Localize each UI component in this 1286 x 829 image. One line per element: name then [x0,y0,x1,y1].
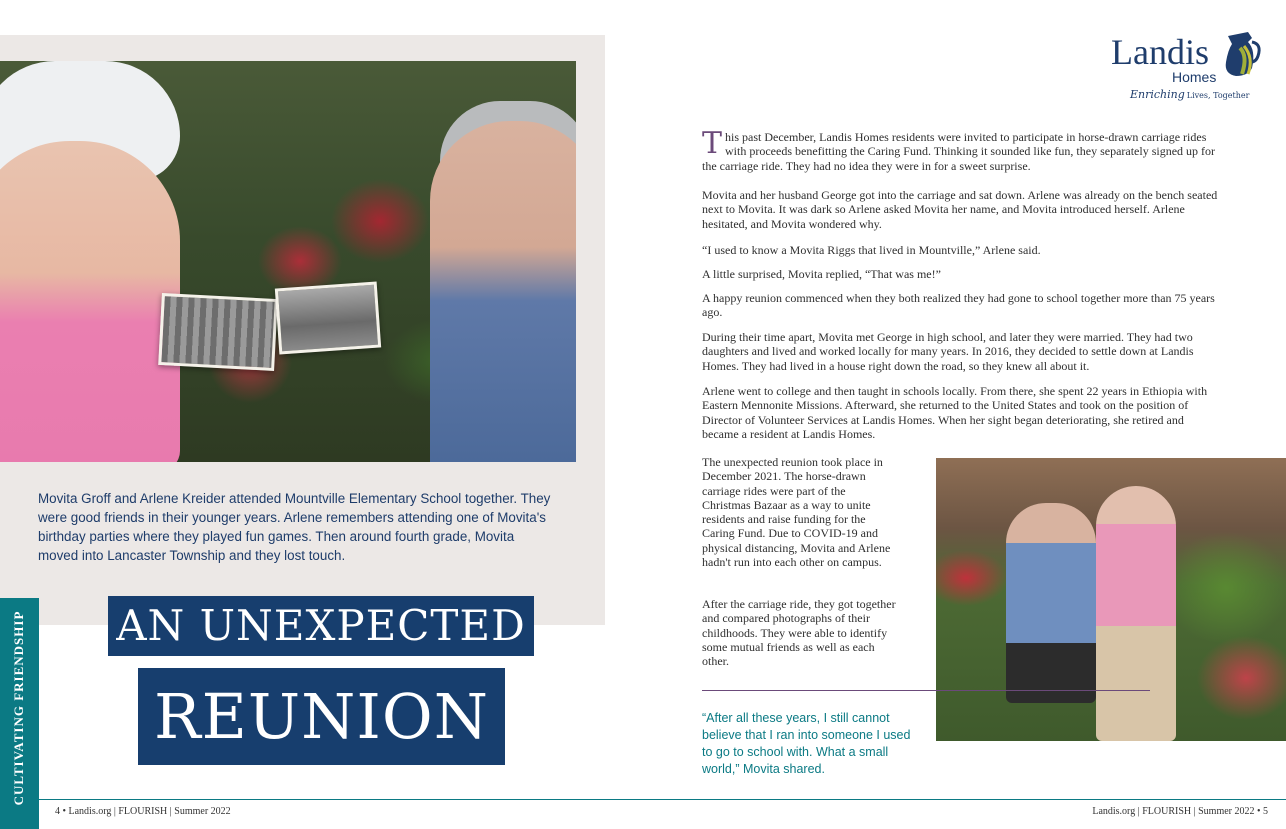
footer-right-page: Landis.org | FLOURISH | Summer 2022 • 5 [1092,806,1268,817]
pitcher-icon [1218,28,1262,78]
drop-cap: T [702,126,723,161]
pull-quote-rule [702,690,1150,691]
landis-homes-logo [1108,28,1268,112]
article-paragraph-7: Arlene went to college and then taught in schools locally. From there, she spent 22 years in Ethiopia with Eastern Mennonite Missions. Afterward, she returned to the United States and took on the position of Director of Volunteer Services at Landis Homes. When her sight began deteriorating, she retired and became a resident at Landis Homes. [702,384,1208,441]
photo-figure-left [0,141,180,462]
footer-rule [39,799,1286,800]
photo-figure-pink-shirt [1096,486,1176,741]
photo-friends-holding-old-photos [0,61,576,462]
logo-wordmark: Landis [1111,32,1209,72]
article-title-line-1: AN UNEXPECTED [108,596,534,656]
article-paragraph-9: After the carriage ride, they got together and compared photographs of their childhoods. They were able to identify some mutual friends as well as each other. [702,597,896,669]
article-paragraph-4: A little surprised, Movita replied, “That was me!” [702,267,941,281]
photo-old-class-picture [158,293,278,371]
article-paragraph-8: The unexpected reunion took place in December 2021. The horse-drawn carriage rides were part of the Christmas Bazaar as a way to unite residents and raise funding for the Caring Fund. Due to COVID-19 and physical distancing, Movita and Arlene hadn't run into each other on campus. [702,455,891,570]
article-paragraph-5: A happy reunion commenced when they both realized they had gone to school together more than 75 years ago. [702,291,1215,320]
logo-tagline-script: Enriching [1130,88,1185,101]
article-title-line-2: REUNION [138,668,505,765]
article-paragraph-2: Movita and her husband George got into the carriage and sat down. Arlene was already on the bench seated next to Movita. It was dark so Arlene asked Movita her name, and Movita introduced herself. Arlene hesitated, and Movita wondered why. [702,188,1218,231]
photo-old-school-building [275,282,381,355]
photo-figure-right [430,121,576,462]
section-tab-label: CULTIVATING FRIENDSHIP [11,610,26,806]
article-paragraph-intro [702,126,1222,173]
logo-tagline-rest: Lives, Together [1186,91,1250,100]
article-paragraph-6: During their time apart, Movita met George in high school, and later they were married. They had two daughters and lived and worked locally for many years. In 2016, they decided to settle down at Landis Homes. They had lived in a house right down the road, so they knew all about it. [702,330,1194,373]
pull-quote: “After all these years, I still cannot believe that I ran into someone I used to go to school with. What a small world,” Movita shared. [702,711,911,776]
footer-left-page: 4 • Landis.org | FLOURISH | Summer 2022 [55,806,231,817]
logo-tagline [1130,88,1249,101]
photo-figure-plaid-shirt [1006,503,1096,703]
photo-friends-in-garden [936,458,1286,741]
photo-caption: Movita Groff and Arlene Kreider attended Mountville Elementary School together. They were good friends in their younger years. Arlene remembers attending one of Movita's birthday parties where they played fun games. Then around fourth grade, Movita moved into Lancaster Township and they lost touch. [38,491,551,563]
article-paragraph-3: “I used to know a Movita Riggs that lived in Mountville,” Arlene said. [702,243,1041,257]
article-intro-text: his past December, Landis Homes residents were invited to participate in horse-drawn carriage rides with proceeds benefitting the Caring Fund. Thinking it sounded like fun, they separately signed up for the carriage ride. They had no idea they were in for a sweet surprise. [702,130,1216,173]
logo-subword: Homes [1172,69,1217,85]
